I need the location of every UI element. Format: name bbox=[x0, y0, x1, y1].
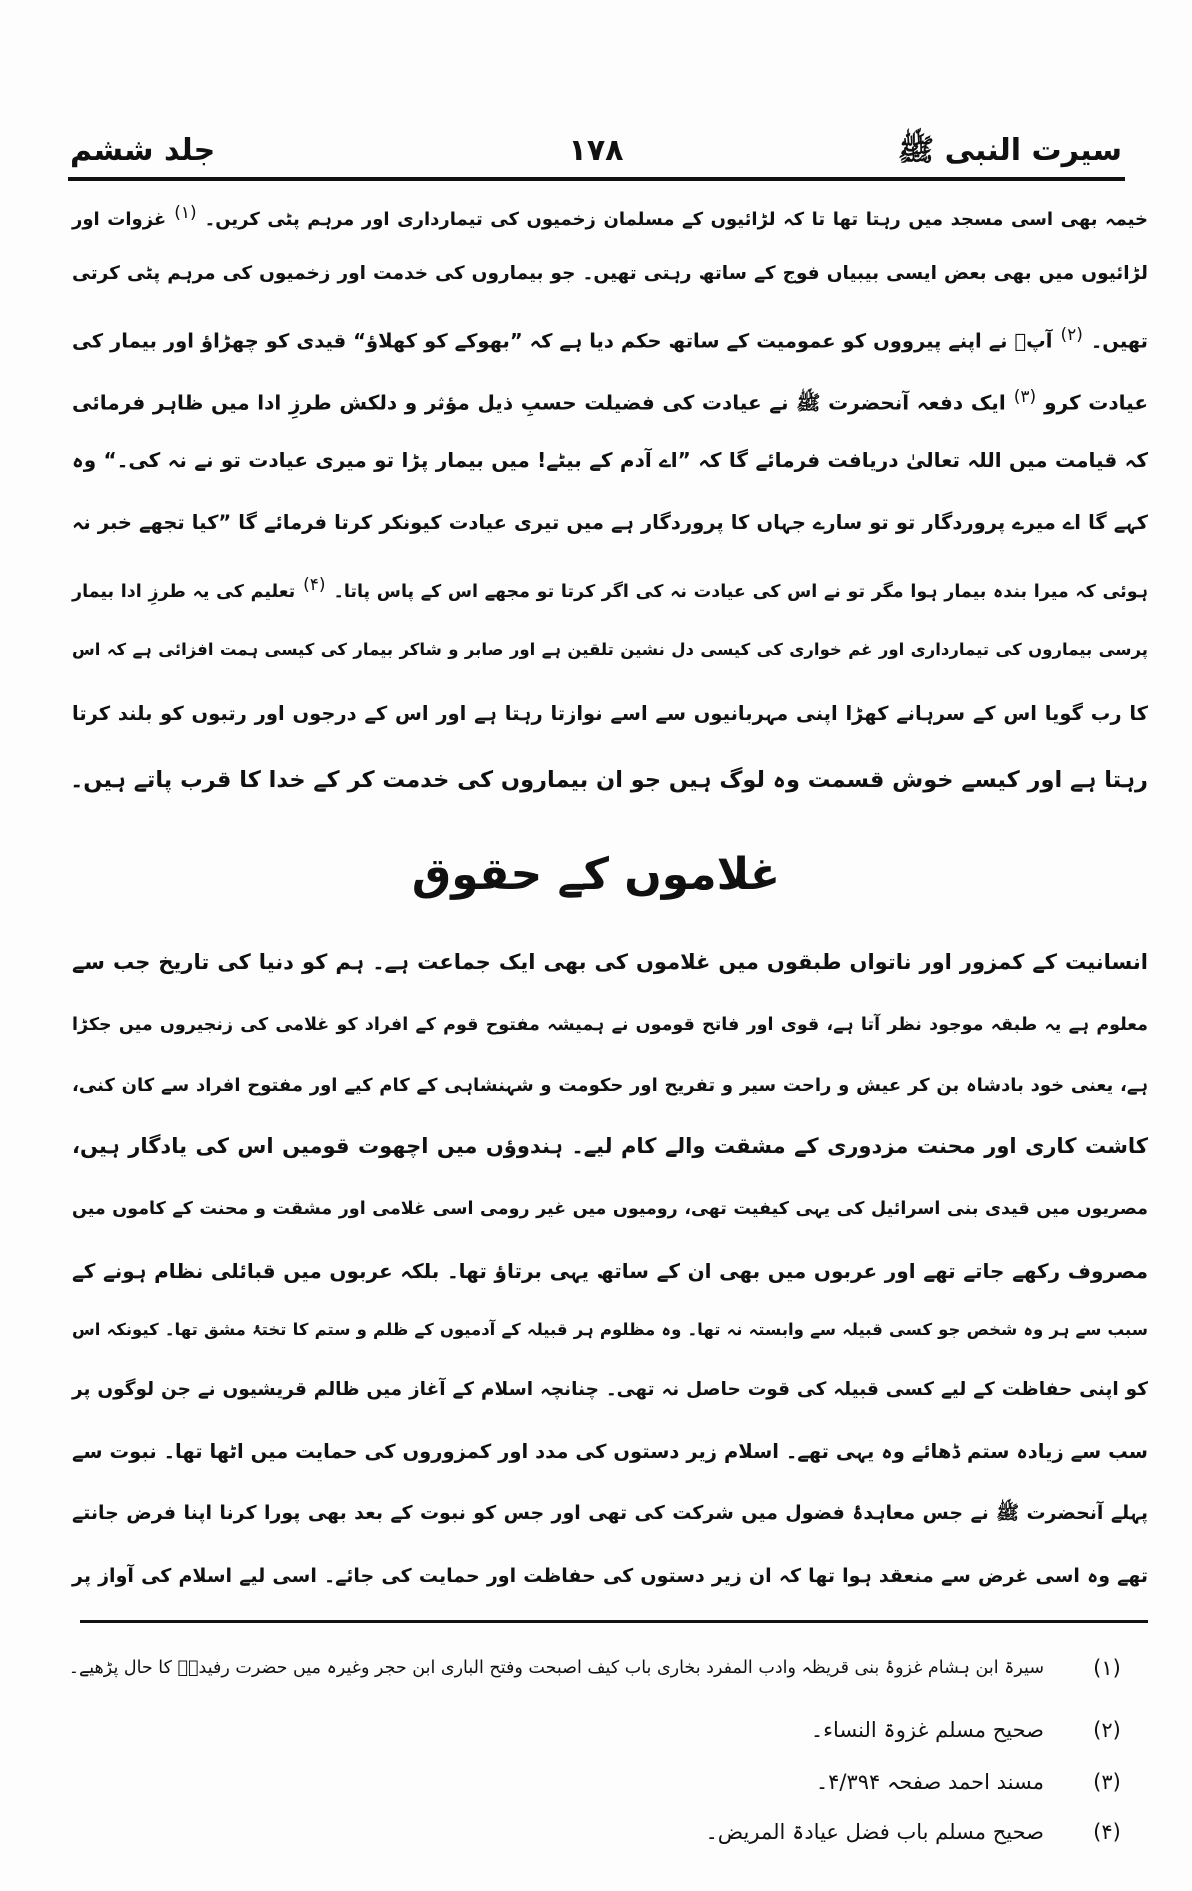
text-line bbox=[72, 1548, 1148, 1604]
line-text: ہوئی کہ میرا بندہ بیمار ہوا مگر تو نے اس کی عیادت نہ کی اگر کرتا تو مجھے اس کے پاس پاتا۔ bbox=[333, 581, 1148, 602]
line-text: کہے گا اے میرے پروردگار تو تو سارے جہاں کا پروردگار ہے میں تیری عیادت کیونکر کرتا فرمائے گا ”کیا تجھے خبر نہ bbox=[72, 511, 1148, 534]
running-header-book-title: سیرت النبی ﷺ bbox=[897, 133, 1122, 168]
line-text: ہے، یعنی خود بادشاہ بن کر عیش و راحت سیر و تفریح اور حکومت و شہنشاہی کے کام کیے اور مفتوح افراد سے کان کنی، bbox=[72, 1075, 1148, 1096]
header-rule bbox=[68, 177, 1125, 181]
line-text: کہ قیامت میں اللہ تعالیٰ دریافت فرمائے گا کہ ”اے آدم کے بیٹے! میں بیمار پڑا تو میری عیادت تو نے نہ کی۔“ وہ bbox=[72, 448, 1148, 472]
text-line bbox=[72, 997, 1148, 1053]
line-text: رہتا ہے اور کیسے خوش قسمت وہ لوگ ہیں جو ان بیماروں کی خدمت کر کے خدا کا قرب پاتے ہیں۔ bbox=[70, 767, 1148, 793]
line-text: کا رب گویا اس کے سرہانے کھڑا اپنی مہربانیوں سے اسے نوازتا رہتا ہے اور اس کے درجوں اور رتبوں کو بلند کرتا bbox=[72, 702, 1148, 725]
text-line bbox=[72, 1181, 1148, 1237]
text-line bbox=[72, 1485, 1148, 1541]
footnote-ref-1[interactable]: (۱) bbox=[174, 203, 197, 223]
text-line bbox=[72, 752, 1148, 808]
line-text: پہلے آنحضرت ﷺ نے جس معاہدۂ فضول میں شرکت کی تھی اور جس کو نبوت کے بعد بھی پورا کرنا اپنا فرض جانتے bbox=[72, 1502, 1148, 1524]
text-line bbox=[72, 1302, 1148, 1358]
text-line bbox=[72, 1058, 1148, 1114]
line-text: کو اپنی حفاظت کے لیے کسی قبیلہ کی قوت حاصل نہ تھی۔ چنانچہ اسلام کے آغاز میں ظالم قریشیوں نے جن لوگوں پر bbox=[72, 1379, 1148, 1400]
line-text: عیادت کرو bbox=[1044, 390, 1148, 415]
line-text: سب سے زیادہ ستم ڈھائے وہ یہی تھے۔ اسلام زیر دستوں کی مدد اور کمزوروں کی حمایت میں اٹھا تھا۔ نبوت سے bbox=[72, 1440, 1148, 1463]
footnote-3 bbox=[72, 1762, 1132, 1802]
line-text: کاشت کاری اور محنت مزدوری کے مشقت والے کام لیے۔ ہندوؤں میں اچھوت قومیں اس کی یادگار ہیں، bbox=[72, 1134, 1148, 1158]
text-line bbox=[72, 185, 1148, 241]
line-text: آپؐ نے اپنے پیرووں کو عمومیت کے ساتھ حکم دیا ہے کہ ”بھوکے کو کھلاؤ“ قیدی کو چھڑاؤ اور بیمار کی bbox=[72, 329, 1053, 353]
footnote-ref-3[interactable]: (۳) bbox=[1013, 387, 1037, 407]
line-text: مصروف رکھے جاتے تھے اور عربوں میں بھی ان کے ساتھ یہی برتاؤ تھا۔ بلکہ عربوں میں قبائلی نظام ہونے کے bbox=[72, 1259, 1148, 1283]
footnote-text: سیرۃ ابن ہشام غزوۂ بنی قریظہ وادب المفرد بخاری باب کیف اصبحت وفتح الباری ابن حجر وغیرہ میں حضرت رفیدہؓ کا حال پڑھیے۔ bbox=[68, 1658, 1044, 1678]
footnote-number: (۱) bbox=[1093, 1656, 1121, 1680]
footnote-1 bbox=[68, 1648, 1132, 1688]
line-text: انسانیت کے کمزور اور ناتواں طبقوں میں غلاموں کی بھی ایک جماعت ہے۔ ہم کو دنیا کی تاریخ جب سے bbox=[72, 950, 1148, 974]
footnote-text: صحیح مسلم غزوۃ النساء۔ bbox=[810, 1718, 1044, 1742]
line-text: تھیں۔ bbox=[1090, 329, 1148, 353]
running-header-volume: جلد ششم bbox=[70, 133, 216, 168]
footnote-ref-4[interactable]: (۴) bbox=[303, 575, 326, 595]
footnote-4 bbox=[72, 1812, 1132, 1852]
footnote-rule bbox=[80, 1620, 1148, 1623]
text-line bbox=[72, 686, 1148, 742]
line-text: تعلیم کی یہ طرزِ ادا بیمار bbox=[72, 581, 296, 602]
section-heading: غلاموں کے حقوق bbox=[411, 849, 781, 900]
footnote-ref-2[interactable]: (۲) bbox=[1060, 325, 1083, 345]
footnote-2 bbox=[72, 1710, 1132, 1750]
text-line bbox=[72, 495, 1148, 551]
text-line bbox=[72, 934, 1148, 990]
footnote-number: (۴) bbox=[1093, 1820, 1121, 1844]
page-number: ۱۷۸ bbox=[568, 133, 624, 168]
text-line bbox=[72, 307, 1148, 363]
line-text: پرسی بیماروں کی تیمارداری اور غم خواری کی کیسی دل نشین تلقین ہے اور صابر و شاکر بیمار کی کیسی ہمت افزائی ہے کہ اس bbox=[72, 640, 1148, 659]
text-line bbox=[72, 622, 1148, 678]
text-line bbox=[72, 1243, 1148, 1299]
line-text: ایک دفعہ آنحضرت ﷺ نے عیادت کی فضیلت حسبِ ذیل مؤثر و دلکش طرزِ ادا میں ظاہر فرمائی bbox=[72, 390, 1006, 415]
text-line bbox=[72, 1118, 1148, 1174]
text-line bbox=[72, 432, 1148, 488]
line-text: معلوم ہے یہ طبقہ موجود نظر آتا ہے، قوی اور فاتح قوموں نے ہمیشہ مفتوح قوم کے افراد کو غلامی کی زنجیروں میں جکڑا bbox=[72, 1015, 1148, 1035]
line-text: خیمہ بھی اسی مسجد میں رہتا تھا تا کہ لڑائیوں کے مسلمان زخمیوں کی تیمارداری اور مرہم پٹی کریں۔ bbox=[204, 209, 1148, 230]
line-text: لڑائیوں میں بھی بعض ایسی بیبیاں فوج کے ساتھ رہتی تھیں۔ جو بیماروں کی خدمت اور زخمیوں کی مرہم پٹی کرتی bbox=[72, 263, 1148, 284]
text-line bbox=[72, 1424, 1148, 1480]
footnote-number: (۳) bbox=[1093, 1770, 1121, 1794]
footnote-text: صحیح مسلم باب فضل عیادۃ المریض۔ bbox=[705, 1820, 1044, 1844]
footnote-text: مسند احمد صفحہ ۴/۳۹۴۔ bbox=[815, 1770, 1044, 1794]
line-text: تھے وہ اسی غرض سے منعقد ہوا تھا کہ ان زیر دستوں کی حفاظت اور حمایت کی جائے۔ اسی لیے اسلام کی آواز پر bbox=[72, 1565, 1148, 1587]
line-text: غزوات اور bbox=[72, 209, 167, 230]
text-line bbox=[72, 369, 1148, 425]
line-text: سبب سے ہر وہ شخص جو کسی قبیلہ سے وابستہ نہ تھا۔ وہ مظلوم ہر قبیلہ کے آدمیوں کے ظلم و ستم کا تختۂ مشق تھا۔ کیونکہ اس bbox=[72, 1320, 1148, 1339]
footnote-number: (۲) bbox=[1093, 1718, 1121, 1742]
text-line bbox=[72, 1362, 1148, 1418]
line-text: مصریوں میں قیدی بنی اسرائیل کی یہی کیفیت تھی، رومیوں میں غیر رومی اسی غلامی اور مشقت و محنت کے کاموں میں bbox=[72, 1199, 1148, 1219]
text-line bbox=[72, 246, 1148, 302]
text-line bbox=[72, 557, 1148, 613]
